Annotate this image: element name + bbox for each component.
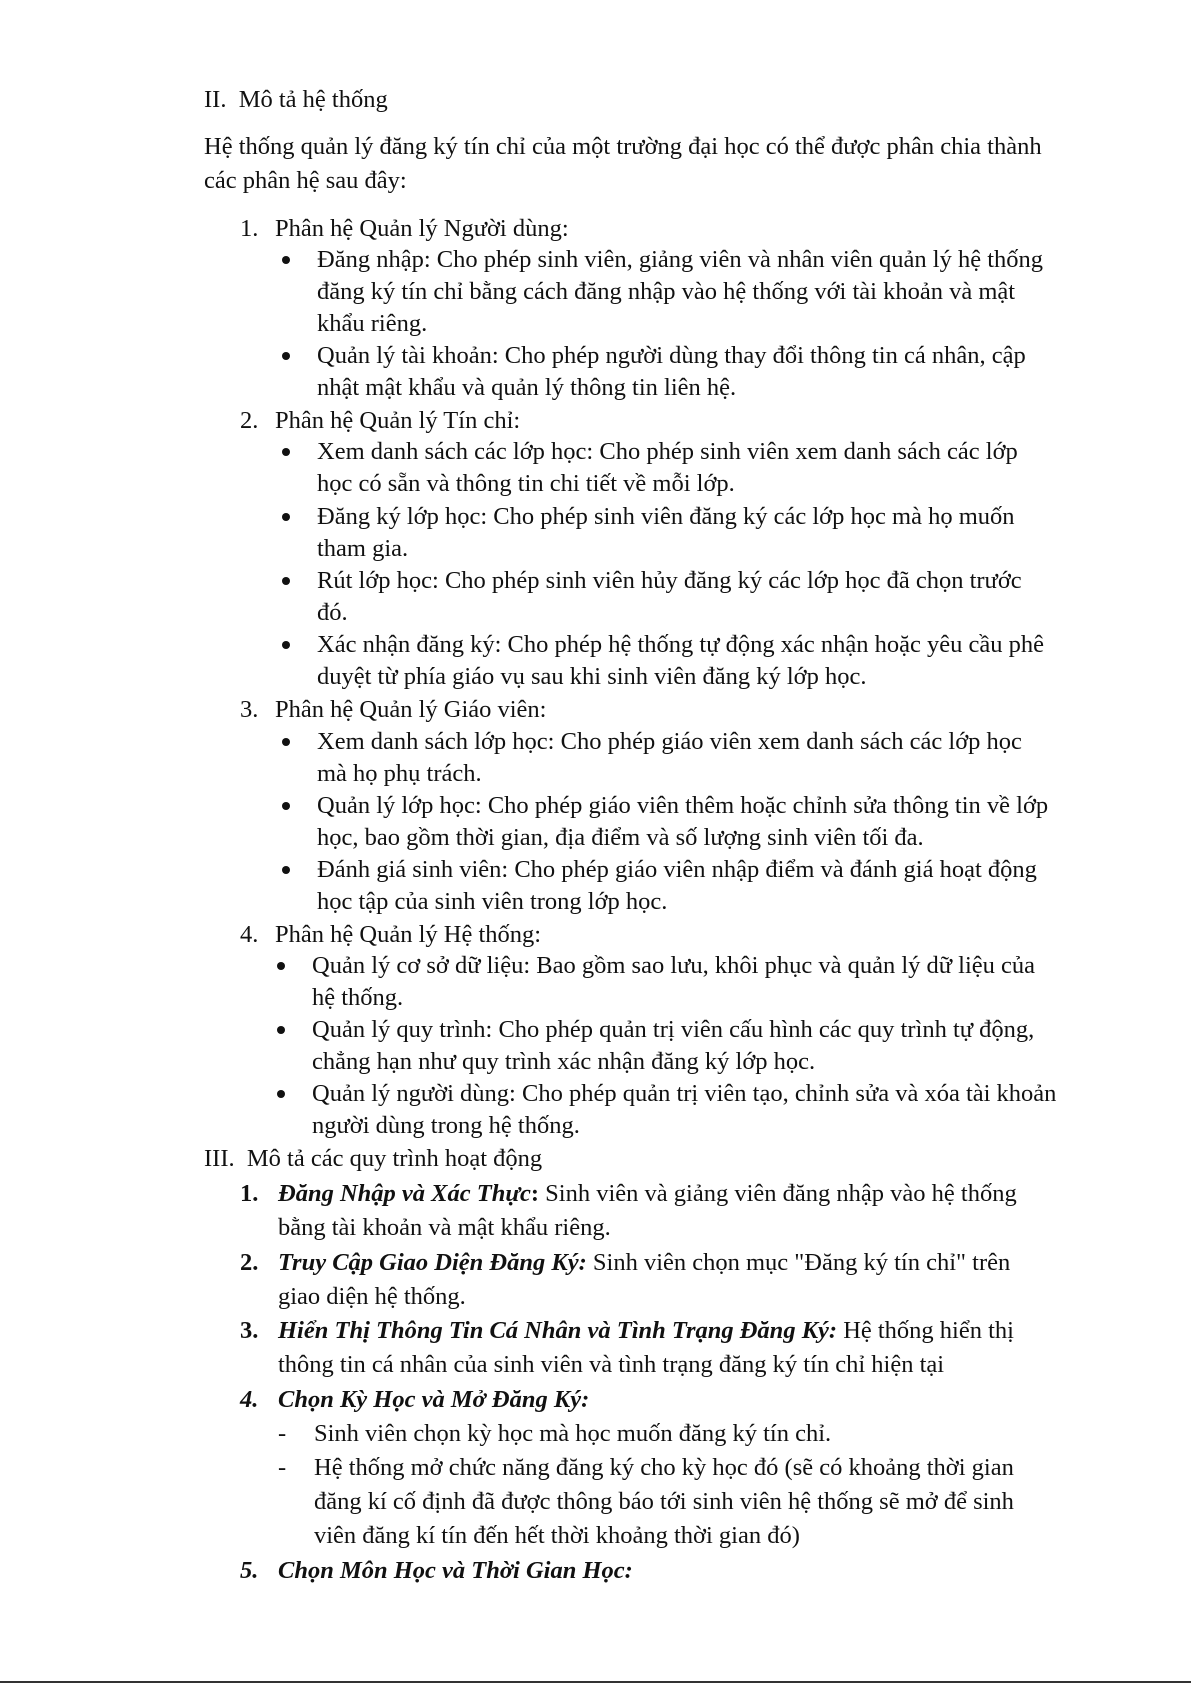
step-term: Đăng Nhập và Xác Thực [278,1180,531,1207]
section-heading [204,1143,542,1175]
section-number: II. [204,86,227,113]
step-line [278,1315,1014,1347]
bullet-icon [277,1026,285,1034]
bullet-text: người dùng trong hệ thống. [312,1112,580,1139]
step-term: Chọn Môn Học và Thời Gian Học: [278,1557,633,1584]
bullet-text: học, bao gồm thời gian, địa điểm và số lượng sinh viên tối đa. [317,824,924,851]
bullet-icon [282,866,290,874]
bullet-text: Rút lớp học: Cho phép sinh viên hủy đăng ký các lớp học đã chọn trước [317,567,1022,594]
subsystem-number: 2. [240,407,259,434]
bullet-text: Quản lý lớp học: Cho phép giáo viên thêm hoặc chỉnh sửa thông tin về lớp [317,792,1049,819]
step-text: Hệ thống hiển thị [837,1317,1014,1344]
step-text: Sinh viên chọn mục "Đăng ký tín chỉ" trên [586,1249,1011,1276]
bullet-text: tham gia. [317,535,409,562]
bullet-text: đó. [317,599,348,626]
step-term: Hiển Thị Thông Tin Cá Nhân và Tình Trạng Đăng Ký: [278,1317,838,1344]
subsystem-number: 4. [240,921,259,948]
bullet-text: Đánh giá sinh viên: Cho phép giáo viên nhập điểm và đánh giá hoạt động [317,856,1037,883]
step-text: thông tin cá nhân của sinh viên và tình trạng đăng ký tín chỉ hiện tại [278,1351,945,1378]
bullet-icon [277,962,285,970]
page-bottom-rule [0,1681,1191,1683]
bullet-text: duyệt từ phía giáo vụ sau khi sinh viên đăng ký lớp học. [317,663,867,690]
subsystem-number: 3. [240,696,259,723]
subsystem-title: Phân hệ Quản lý Hệ thống: [275,921,542,948]
bullet-text: mà họ phụ trách. [317,760,482,787]
bullet-icon [277,1090,285,1098]
bullet-icon [282,256,290,264]
section-number: III. [204,1145,235,1172]
step-number: 2. [240,1249,259,1276]
bullet-text: chẳng hạn như quy trình xác nhận đăng ký lớp học. [312,1048,816,1075]
bullet-text: Quản lý cơ sở dữ liệu: Bao gồm sao lưu, khôi phục và quản lý dữ liệu của [312,952,1036,979]
section-heading [204,84,388,116]
bullet-text: học có sẵn và thông tin chi tiết về mỗi lớp. [317,470,735,497]
dash-text: đăng kí cố định đã được thông báo tới sinh viên hệ thống sẽ mở để sinh [314,1488,1014,1515]
bullet-text: Xác nhận đăng ký: Cho phép hệ thống tự động xác nhận hoặc yêu cầu phê [317,631,1044,658]
intro-line: Hệ thống quản lý đăng ký tín chỉ của một trường đại học có thể được phân chia thành [204,133,1042,160]
bullet-text: học tập của sinh viên trong lớp học. [317,888,668,915]
section-title: Mô tả hệ thống [238,86,388,113]
bullet-text: Xem danh sách các lớp học: Cho phép sinh viên xem danh sách các lớp [317,438,1018,465]
bullet-icon [282,448,290,456]
step-line [278,1247,1010,1279]
section-title: Mô tả các quy trình hoạt động [246,1145,543,1172]
step-text: Sinh viên và giảng viên đăng nhập vào hệ thống [539,1180,1017,1207]
bullet-text: Đăng nhập: Cho phép sinh viên, giảng viên và nhân viên quản lý hệ thống [317,246,1044,273]
dash-text: viên đăng kí tín đến hết thời khoảng thời gian đó) [314,1522,800,1549]
dash-text: Hệ thống mở chức năng đăng ký cho kỳ học đó (sẽ có khoảng thời gian [314,1454,1014,1481]
subsystem-number: 1. [240,215,259,242]
bullet-icon [282,802,290,810]
dash-marker: - [278,1420,287,1447]
step-text: giao diện hệ thống. [278,1283,466,1310]
step-number: 5. [240,1557,259,1584]
bullet-text: nhật mật khẩu và quản lý thông tin liên hệ. [317,374,737,401]
subsystem-title: Phân hệ Quản lý Người dùng: [275,215,569,242]
bullet-text: khẩu riêng. [317,310,428,337]
step-number: 3. [240,1317,259,1344]
bullet-icon [282,352,290,360]
bullet-icon [282,738,290,746]
bullet-text: Quản lý quy trình: Cho phép quản trị viên cấu hình các quy trình tự động, [312,1016,1035,1043]
step-colon: : [530,1180,540,1207]
bullet-icon [282,513,290,521]
bullet-icon [282,641,290,649]
step-number: 4. [240,1386,259,1413]
subsystem-title: Phân hệ Quản lý Giáo viên: [275,696,547,723]
bullet-text: Quản lý người dùng: Cho phép quản trị viên tạo, chỉnh sửa và xóa tài khoản [312,1080,1057,1107]
step-term: Truy Cập Giao Diện Đăng Ký: [278,1249,587,1276]
bullet-text: Xem danh sách lớp học: Cho phép giáo viên xem danh sách các lớp học [317,728,1022,755]
bullet-text: Đăng ký lớp học: Cho phép sinh viên đăng ký các lớp học mà họ muốn [317,503,1015,530]
subsystem-title: Phân hệ Quản lý Tín chỉ: [275,407,521,434]
bullet-icon [282,577,290,585]
dash-text: Sinh viên chọn kỳ học mà học muốn đăng ký tín chỉ. [314,1420,832,1447]
step-text: bằng tài khoản và mật khẩu riêng. [278,1214,611,1241]
step-term: Chọn Kỳ Học và Mở Đăng Ký: [278,1386,590,1413]
bullet-text: Quản lý tài khoản: Cho phép người dùng thay đổi thông tin cá nhân, cập [317,342,1026,369]
dash-marker: - [278,1454,287,1481]
bullet-text: hệ thống. [312,984,404,1011]
bullet-text: đăng ký tín chỉ bằng cách đăng nhập vào hệ thống với tài khoản và mật [317,278,1016,305]
step-number: 1. [240,1180,259,1207]
step-line [278,1178,1017,1210]
intro-line: các phân hệ sau đây: [204,167,407,194]
